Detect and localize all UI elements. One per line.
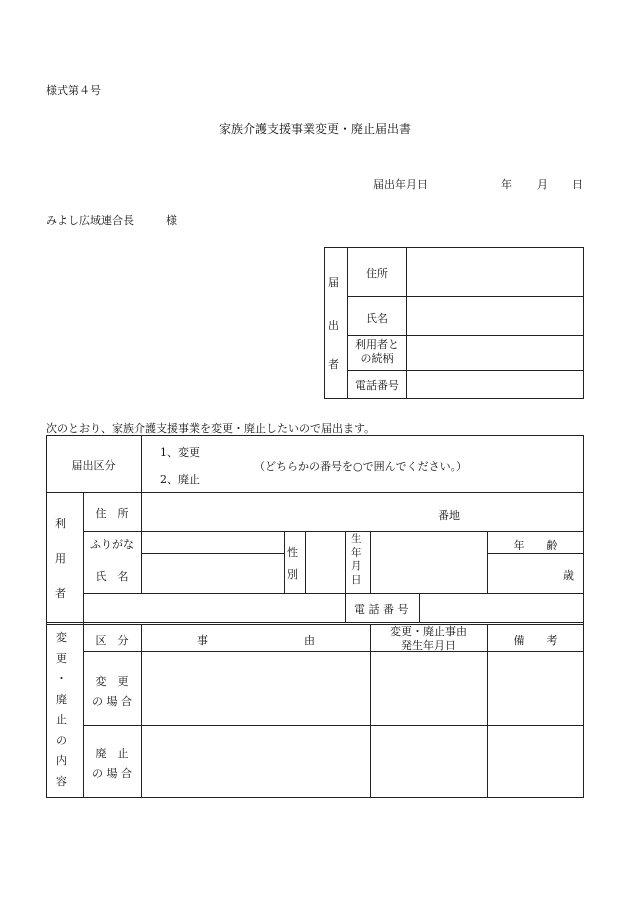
occurrence-date-header: 変更・廃止事由 発生年月日 <box>390 625 467 652</box>
applicant-label-char-1: 届 <box>328 276 339 289</box>
applicant-name-label: 氏名 <box>366 312 388 325</box>
applicant-address-label: 住所 <box>366 267 388 280</box>
addressee-name: みよし広域連合長 <box>46 214 134 227</box>
user-age-label: 年 齢 <box>513 539 558 552</box>
notification-type-instruction: （どちらかの番号を○で囲んでください。） <box>254 460 468 473</box>
user-age-unit: 歳 <box>563 569 574 582</box>
notification-type-label: 届出区分 <box>71 459 116 472</box>
user-address-banchi: 番地 <box>438 509 460 522</box>
date-year-unit: 年 <box>501 178 512 191</box>
applicant-label-char-3: 者 <box>328 358 339 371</box>
change-group-label-vertical: 変 更 ・ 廃 止 の 内 容 <box>56 631 67 788</box>
applicant-phone-label: 電話番号 <box>355 379 399 392</box>
user-label-char-2: 用 <box>55 552 66 565</box>
user-label-char-1: 利 <box>55 517 66 530</box>
form-number: 様式第４号 <box>46 84 101 97</box>
reason-header-char-1: 事 <box>197 634 208 647</box>
user-birth-label: 生 年 月 日 <box>351 533 362 586</box>
date-label: 届出年月日 <box>373 178 428 191</box>
reason-header-char-2: 由 <box>304 634 315 647</box>
user-gender-label-char-1: 性 <box>287 546 298 559</box>
change-case-label: 変 更 の 場 合 <box>92 675 132 708</box>
date-day-unit: 日 <box>572 178 583 191</box>
abolish-case-label: 廃 止 の 場 合 <box>92 747 132 780</box>
form-title: 家族介護支援事業変更・廃止届出書 <box>218 122 411 136</box>
notification-option-abolish[interactable]: 2、廃止 <box>160 473 200 486</box>
date-month-unit: 月 <box>537 178 548 191</box>
category-header: 区 分 <box>95 634 129 647</box>
user-furigana-label: ふりがな <box>90 538 134 551</box>
notification-option-change[interactable]: 1、変更 <box>160 446 200 459</box>
user-name-label: 氏 名 <box>95 570 129 583</box>
applicant-label-char-2: 出 <box>328 319 339 332</box>
remarks-header: 備 考 <box>513 634 558 647</box>
user-label-char-3: 者 <box>55 587 66 600</box>
user-address-label: 住 所 <box>95 507 129 520</box>
applicant-relation-label: 利用者と の続柄 <box>355 338 399 365</box>
user-gender-label-char-2: 別 <box>287 568 298 581</box>
user-phone-label: 電 話 番 号 <box>354 603 409 616</box>
intro-text: 次のとおり、家族介護支援事業を変更・廃止したいので届出ます。 <box>46 422 376 435</box>
addressee-honorific: 様 <box>166 214 177 227</box>
